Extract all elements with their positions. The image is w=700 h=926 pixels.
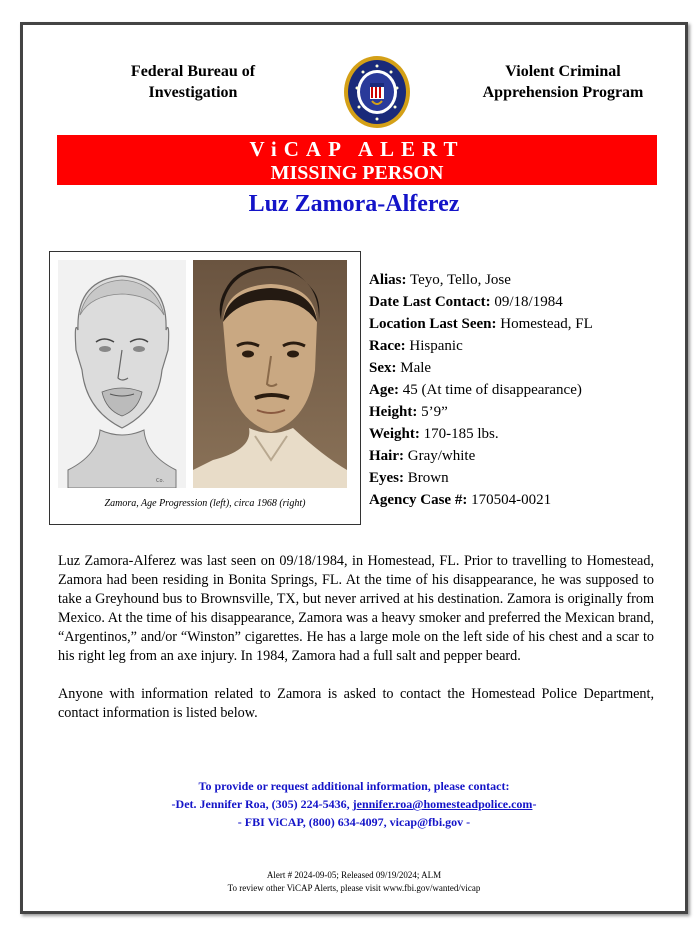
alert-footer (23, 869, 685, 895)
svg-text:Co.: Co. (156, 478, 165, 484)
agency-name-fbi (93, 61, 293, 103)
agency-right-line2: Apprehension Program (482, 84, 644, 101)
banner-title: ViCAP ALERT (249, 137, 465, 161)
subject-details (369, 269, 679, 511)
detail-row-eyes: Eyes: Brown (369, 470, 449, 486)
detail-row-race: Race: Hispanic (369, 338, 463, 354)
contact-line-vicap: - FBI ViCAP, (800) 634-4097, vicap@fbi.gov - (237, 815, 471, 829)
subject-name: Luz Zamora-Alferez (248, 191, 460, 217)
vintage-photo-image (193, 260, 347, 488)
narrative-paragraph-2: Anyone with information related to Zamora is asked to contact the Homestead Police Department, contact information is listed below. (58, 686, 654, 721)
detail-row-hair: Hair: Gray/white (369, 448, 476, 464)
case-narrative (58, 552, 654, 742)
photo-caption: Zamora, Age Progression (left), circa 1968 (right) (104, 498, 306, 509)
photo-box (49, 251, 361, 525)
footer-url-line: To review other ViCAP Alerts, please visit www.fbi.gov/wanted/vicap (227, 883, 481, 893)
email-link-homestead[interactable]: jennifer.roa@homesteadpolice.com (352, 797, 533, 811)
fbi-seal-icon (343, 55, 411, 129)
agency-name-vicap (463, 61, 663, 103)
age-progression-sketch-image (58, 260, 186, 488)
agency-left-line2: Investigation (148, 84, 238, 101)
detail-row-height: Height: 5’9” (369, 404, 448, 420)
contact-line-homestead: -Det. Jennifer Roa, (305) 224-5436, jennifer.roa@homesteadpolice.com- (171, 797, 537, 811)
footer-release-line: Alert # 2024-09-05; Released 09/19/2024; ALM (266, 870, 442, 880)
detail-row-weight: Weight: 170-185 lbs. (369, 426, 499, 442)
contact-block (23, 777, 685, 831)
alert-banner (57, 135, 657, 185)
banner-subtitle: MISSING PERSON (270, 162, 444, 184)
detail-row-age: Age: 45 (At time of disappearance) (369, 382, 582, 398)
detail-row-date-last-contact: Date Last Contact: 09/18/1984 (369, 294, 563, 310)
detail-row-location-last-seen: Location Last Seen: Homestead, FL (369, 316, 593, 332)
agency-left-line1: Federal Bureau of (130, 63, 256, 80)
contact-heading: To provide or request additional information, please contact: (198, 779, 510, 793)
detail-row-agency-case: Agency Case #: 170504-0021 (369, 492, 552, 508)
detail-row-alias: Alias: Teyo, Tello, Jose (369, 272, 511, 288)
agency-right-line1: Violent Criminal (505, 63, 621, 80)
poster-frame (20, 22, 688, 914)
detail-row-sex: Sex: Male (369, 360, 432, 376)
narrative-paragraph-1: Luz Zamora-Alferez was last seen on 09/18/1984, in Homestead, FL. Prior to travelling to Homestead, Zamora had been residing in Bonita Springs, FL. At the time of his disappearance, he was supposed to take a Greyhound bus to Brownsville, TX, but never arrived at his destination. Zamora is originally from Mexico. At the time of his disappearance, Zamora was a heavy smoker and preferred the Mexican brand, “Argentinos,” and/or “Winston” cigarettes. He has a large mole on the left side of his chest and a scar to his right leg from an axe injury. In 1984, Zamora had a full salt and pepper beard. (58, 553, 654, 664)
